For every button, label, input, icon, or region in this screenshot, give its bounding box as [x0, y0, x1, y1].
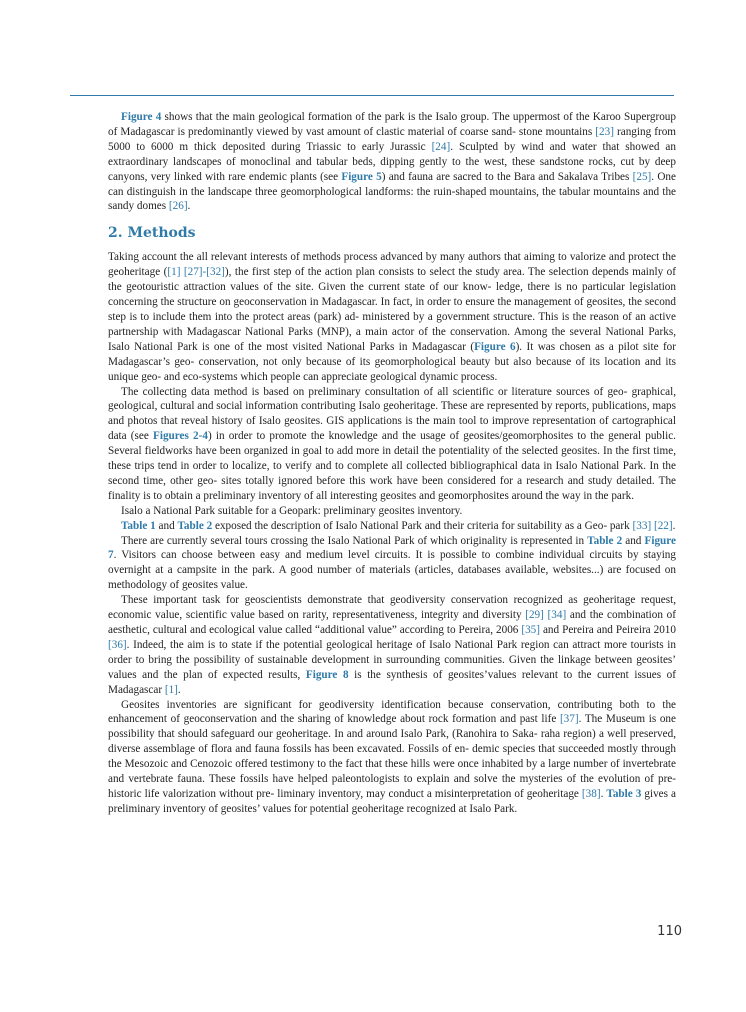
- citation-link[interactable]: [1] [27]-[32]: [167, 266, 225, 279]
- cross-reference-link[interactable]: Figure 7: [108, 534, 676, 562]
- methods-paragraph-1: Taking account the all relevant interests of methods process advanced by many authors that aiming to valorize and protect the geoheritage ([1] [27]-[32]), the first step of the action plan consists to select the study area. The selection depends mainly of the geotouristic attraction values of the site. Given the current state of our know- ledge, there is no particular legislation concerning the structure on geoconservation in Madagascar. In fact, in order to ensure the management of geosites, the second step is to include them into the protect areas (park) ad- ministered by a government structure. This is the reason of an active partnership with Madagascar National Parks (MNP), a main actor of the conservation. Among the several National Parks, Isalo National Park is one of the most visited National Parks in Madagascar (Figure 6). It was chosen as a pilot site for Madagascar’s geo- conservation, not only because of its geomorphological beauty but also because of its location and its unique geo- and eco-systems which people can appreciate geological dynamic process.: [108, 251, 676, 383]
- cross-reference-link[interactable]: Figure 5: [341, 170, 382, 183]
- cross-reference-link[interactable]: Figures 2-4: [153, 430, 208, 443]
- cross-reference-link[interactable]: Table 2: [177, 519, 213, 532]
- methods-paragraph-4: Table 1 and Table 2 exposed the description of Isalo National Park and their criteria for suitability as a Geo- park [33] [22].: [121, 519, 676, 532]
- header-rule: [70, 95, 674, 96]
- methods-paragraph-5: There are currently several tours crossing the Isalo National Park of which originality is represented in Table 2 and Figure 7. Visitors can choose between easy and medium level circuits. It is possible to combine individual circuits by staying overnight at a campsite in the park. A good number of materials (articles, databases available, websites...) are focused on methodology of geosites value.: [108, 534, 676, 592]
- citation-link[interactable]: [35]: [521, 624, 540, 636]
- section-heading-methods: 2. Methods: [108, 225, 196, 242]
- article-body: [108, 110, 676, 817]
- citation-link[interactable]: [38]: [581, 787, 601, 800]
- cross-reference-link[interactable]: Figure 8: [305, 668, 349, 681]
- intro-paragraph-1: Figure 4 shows that the main geological formation of the park is the Isalo group. The uppermost of the Karoo Supergroup of Madagascar is predominantly viewed by vast amount of clastic material of coarse sand- stone mountains [23] ranging from 5000 to 6000 m thick deposited during Triassic to early Jurassic [24]. Sculpted by wind and water that showed an extraordinary landscapes of monoclinal and tabular beds, dipping gently to the west, these sandstone rocks, cut by deep canyons, very linked with rare endemic plants (see Figure 5) and fauna are sacred to the Bara and Sakalava Tribes [25]. One can distinguish in the landscape three geomorphological landforms: the ruin-shaped mountains, the tabular mountains and the sandy domes [26].: [108, 111, 676, 213]
- methods-paragraph-6: These important task for geoscientists demonstrate that geodiversity conservation recognized as geoheritage request, economic value, scientific value based on rarity, representativeness, integrity and diversity [29] [34] and the combination of aesthetic, cultural and ecological value called “additional value” according to Pereira, 2006 [35] and Pereira and Peireira 2010 [36]. Indeed, the aim is to state if the potential geological heritage of Isalo National Park region can attract more tourists in order to bring the possibility of sustainable development in surrounding communities. Given the linkage between geosites’ values and the plan of expected results, Figure 8 is the synthesis of geosites’values relevant to the current issues of Madagascar [1].: [108, 594, 676, 696]
- citation-link[interactable]: [1]: [164, 683, 178, 696]
- citation-link[interactable]: [29] [34]: [525, 609, 567, 622]
- citation-link[interactable]: [25]: [632, 170, 652, 183]
- page-number: 110: [657, 924, 682, 939]
- cross-reference-link[interactable]: Table 1: [121, 519, 156, 532]
- cross-reference-link[interactable]: Table 3: [606, 787, 642, 800]
- cross-reference-link[interactable]: Figure 4: [121, 111, 162, 123]
- cross-reference-link[interactable]: Figure 6: [474, 340, 516, 353]
- citation-link[interactable]: [33] [22]: [632, 519, 673, 532]
- citation-link[interactable]: [36]: [108, 638, 127, 651]
- citation-link[interactable]: [37]: [559, 713, 579, 726]
- citation-link[interactable]: [26]: [168, 200, 188, 213]
- cross-reference-link[interactable]: Table 2: [587, 534, 623, 547]
- methods-paragraph-3: Isalo a National Park suitable for a Geopark: preliminary geosites inventory.: [121, 504, 463, 517]
- citation-link[interactable]: [24]: [431, 140, 451, 153]
- methods-paragraph-2: The collecting data method is based on preliminary consultation of all scientific or literature sources of geo- graphical, geological, cultural and social information contributing Isalo geoheritage. These are represented by reports, publications, maps and photos that reveal history of Isalo geosites. GIS applications is the main tool to improve representation of cartographical data (see Figures 2-4) in order to promote the knowledge and the usage of geosites/geomorphosites to the general public. Several fieldworks have been organized in goal to add more in detail the potentiality of the selected geosites. In the first time, these trips tend in order to localize, to verify and to complete all collected bibliographical data in Isalo National Park. In the second time, other geo- sites totally ignored before this work have been considered for a research and study detailed. The finality is to obtain a preliminary inventory of all interesting geosites and geomorphosites around the way in the park.: [108, 385, 676, 502]
- citation-link[interactable]: [23]: [595, 125, 614, 138]
- methods-paragraph-7: Geosites inventories are significant for geodiversity identification because conservation, contributing both to the enhancement of geoconservation and the sharing of knowledge about rock formation and past life [37]. The Museum is one possibility that should safeguard our geoheritage. In and around Isalo Park, (Ranohira to Saka- raha region) a well preserved, diverse assemblage of flora and fauna fossils has been excavated. Fossils of en- demic species that succeeded mostly through the Mesozoic and Cenozoic offered testimony to the fact that these hills were once inhabited by a large number of invertebrate and vertebrate fauna. These fossils have helped paleontologists to explain and solve the mysteries of the evolution of pre-historic life valorization without pre- liminary inventory, may conduct a misinterpretation of geoheritage [38]. Table 3 gives a preliminary inventory of geosites’ values for potential geoheritage recognized at Isalo Park.: [108, 698, 676, 815]
